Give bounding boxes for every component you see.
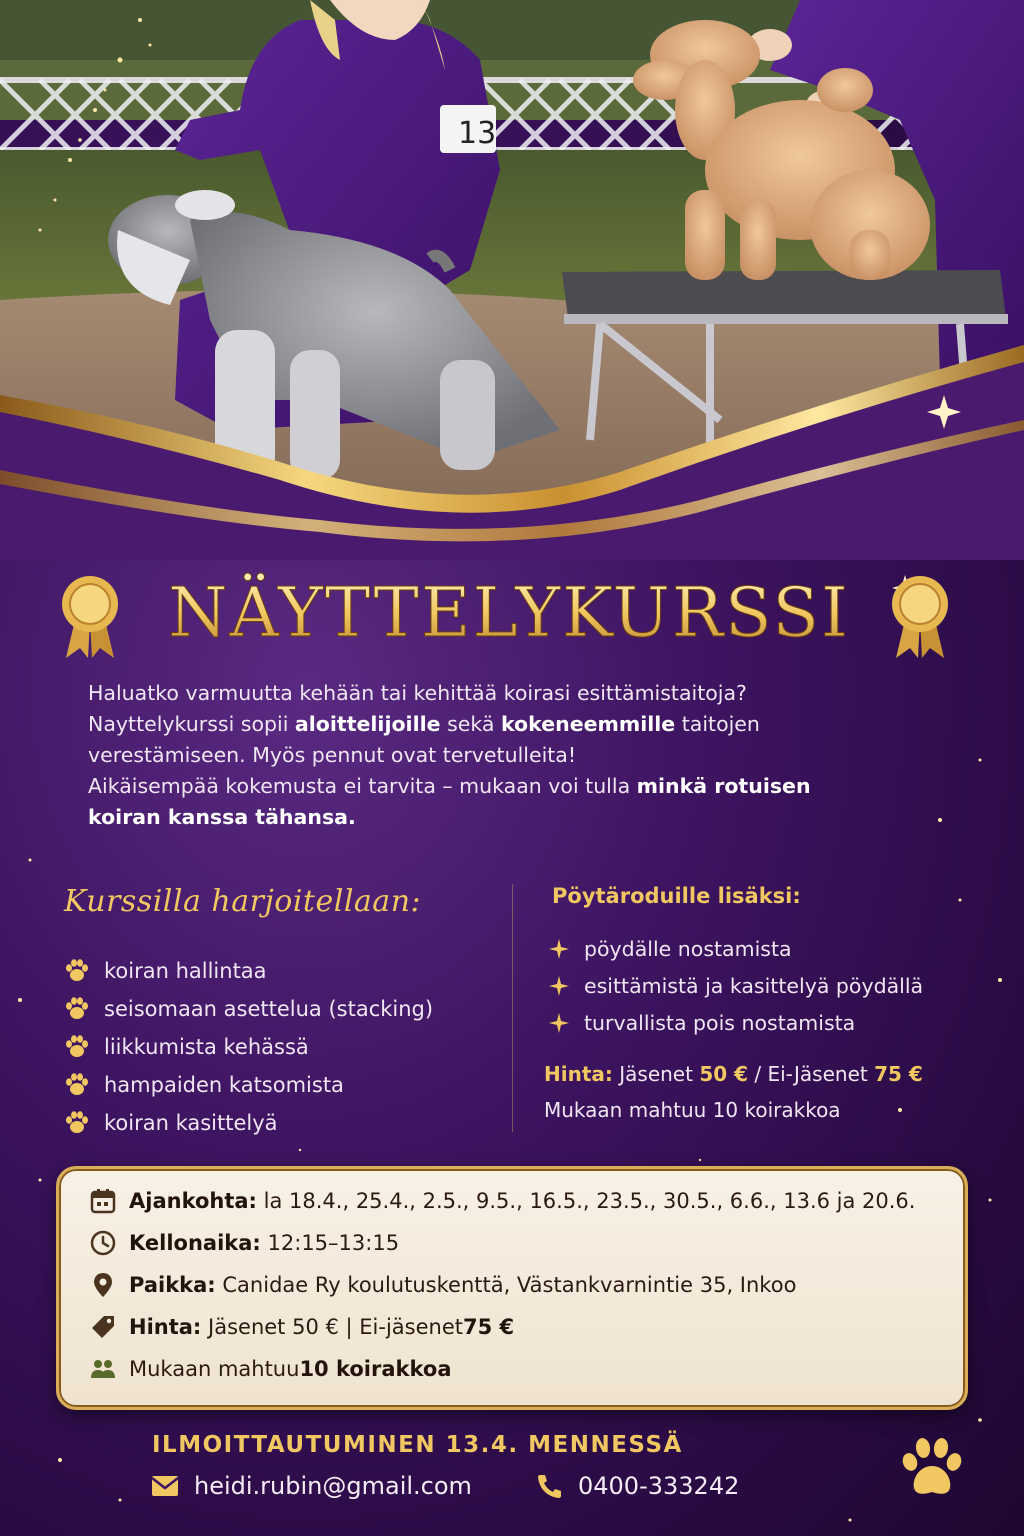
list-item: esittämistä ja kasittelyä pöydällä <box>548 967 923 1004</box>
info-place: Paikka: Canidae Ry koulutuskenttä, Västankvarnintie 35, Inkoo <box>89 1271 796 1299</box>
table-breeds-list <box>548 930 923 1041</box>
title-banner <box>0 560 1024 660</box>
list-item: pöydälle nostamista <box>548 930 923 967</box>
intro-line: Nayttelykurssi sopii aloittelijoille sekä kokeneemmille taitojen <box>88 712 760 736</box>
intro-line: Haluatko varmuutta kehään tai kehittää koirasi esittämistaitoja? <box>88 681 747 705</box>
table-breeds-price: Hinta: Jäsenet 50 € / Ei-Jäsenet 75 € <box>544 1062 923 1086</box>
page-title: NÄYTTELYKURSSI <box>168 574 850 653</box>
calendar-icon <box>89 1187 117 1215</box>
header-photo <box>0 0 1024 560</box>
info-date: Ajankohta: la 18.4., 25.4., 2.5., 9.5., 16.5., 23.5., 30.5., 6.6., 13.6 ja 20.6. <box>89 1187 915 1215</box>
paw-icon <box>64 1110 90 1136</box>
sparkle-star-icon <box>548 975 570 997</box>
list-item: hampaiden katsomista <box>64 1066 433 1104</box>
group-icon <box>89 1355 117 1383</box>
envelope-icon <box>150 1473 180 1499</box>
info-box <box>56 1166 968 1410</box>
bib-number: 13 <box>458 116 497 151</box>
intro-line: Aikäisempää kokemusta ei tarvita – mukaan voi tulla minkä rotuisen <box>88 774 811 798</box>
price-tag-icon <box>89 1313 117 1341</box>
practice-list <box>64 952 433 1142</box>
paw-icon <box>64 958 90 984</box>
table-breeds-capacity: Mukaan mahtuu 10 koirakkoa <box>544 1098 841 1122</box>
list-item: koiran hallintaa <box>64 952 433 990</box>
clock-icon <box>89 1229 117 1257</box>
list-item: liikkumista kehässä <box>64 1028 433 1066</box>
registration-deadline: ILMOITTAUTUMINEN 13.4. MENNESSÄ <box>152 1432 683 1458</box>
rosette-icon <box>888 572 952 660</box>
intro-text <box>88 678 908 833</box>
phone-icon <box>534 1473 564 1499</box>
paw-icon <box>64 1034 90 1060</box>
rosette-icon <box>58 572 122 660</box>
contact-email[interactable]: heidi.rubin@gmail.com <box>150 1472 472 1500</box>
sparkle-star-icon <box>548 1012 570 1034</box>
table-breeds-heading: Pöytäroduille lisäksi: <box>552 884 801 908</box>
paw-icon <box>64 996 90 1022</box>
info-capacity: Mukaan mahtuu 10 koirakkoa <box>89 1355 452 1383</box>
intro-line: verestämiseen. Myös pennut ovat tervetulleita! <box>88 743 577 767</box>
sparkle-star-icon <box>548 938 570 960</box>
info-price: Hinta: Jäsenet 50 € | Ei-jäsenet 75 € <box>89 1313 514 1341</box>
info-time: Kellonaika: 12:15–13:15 <box>89 1229 399 1257</box>
paw-icon <box>896 1432 968 1504</box>
location-pin-icon <box>89 1271 117 1299</box>
practice-heading: Kurssilla harjoitellaan: <box>64 884 422 919</box>
column-divider <box>512 884 513 1132</box>
list-item: koiran kasittelyä <box>64 1104 433 1142</box>
list-item: seisomaan asettelua (stacking) <box>64 990 433 1028</box>
contact-phone[interactable]: 0400-333242 <box>534 1472 739 1500</box>
list-item: turvallista pois nostamista <box>548 1004 923 1041</box>
paw-icon <box>64 1072 90 1098</box>
intro-line: koiran kanssa tähansa. <box>88 805 356 829</box>
